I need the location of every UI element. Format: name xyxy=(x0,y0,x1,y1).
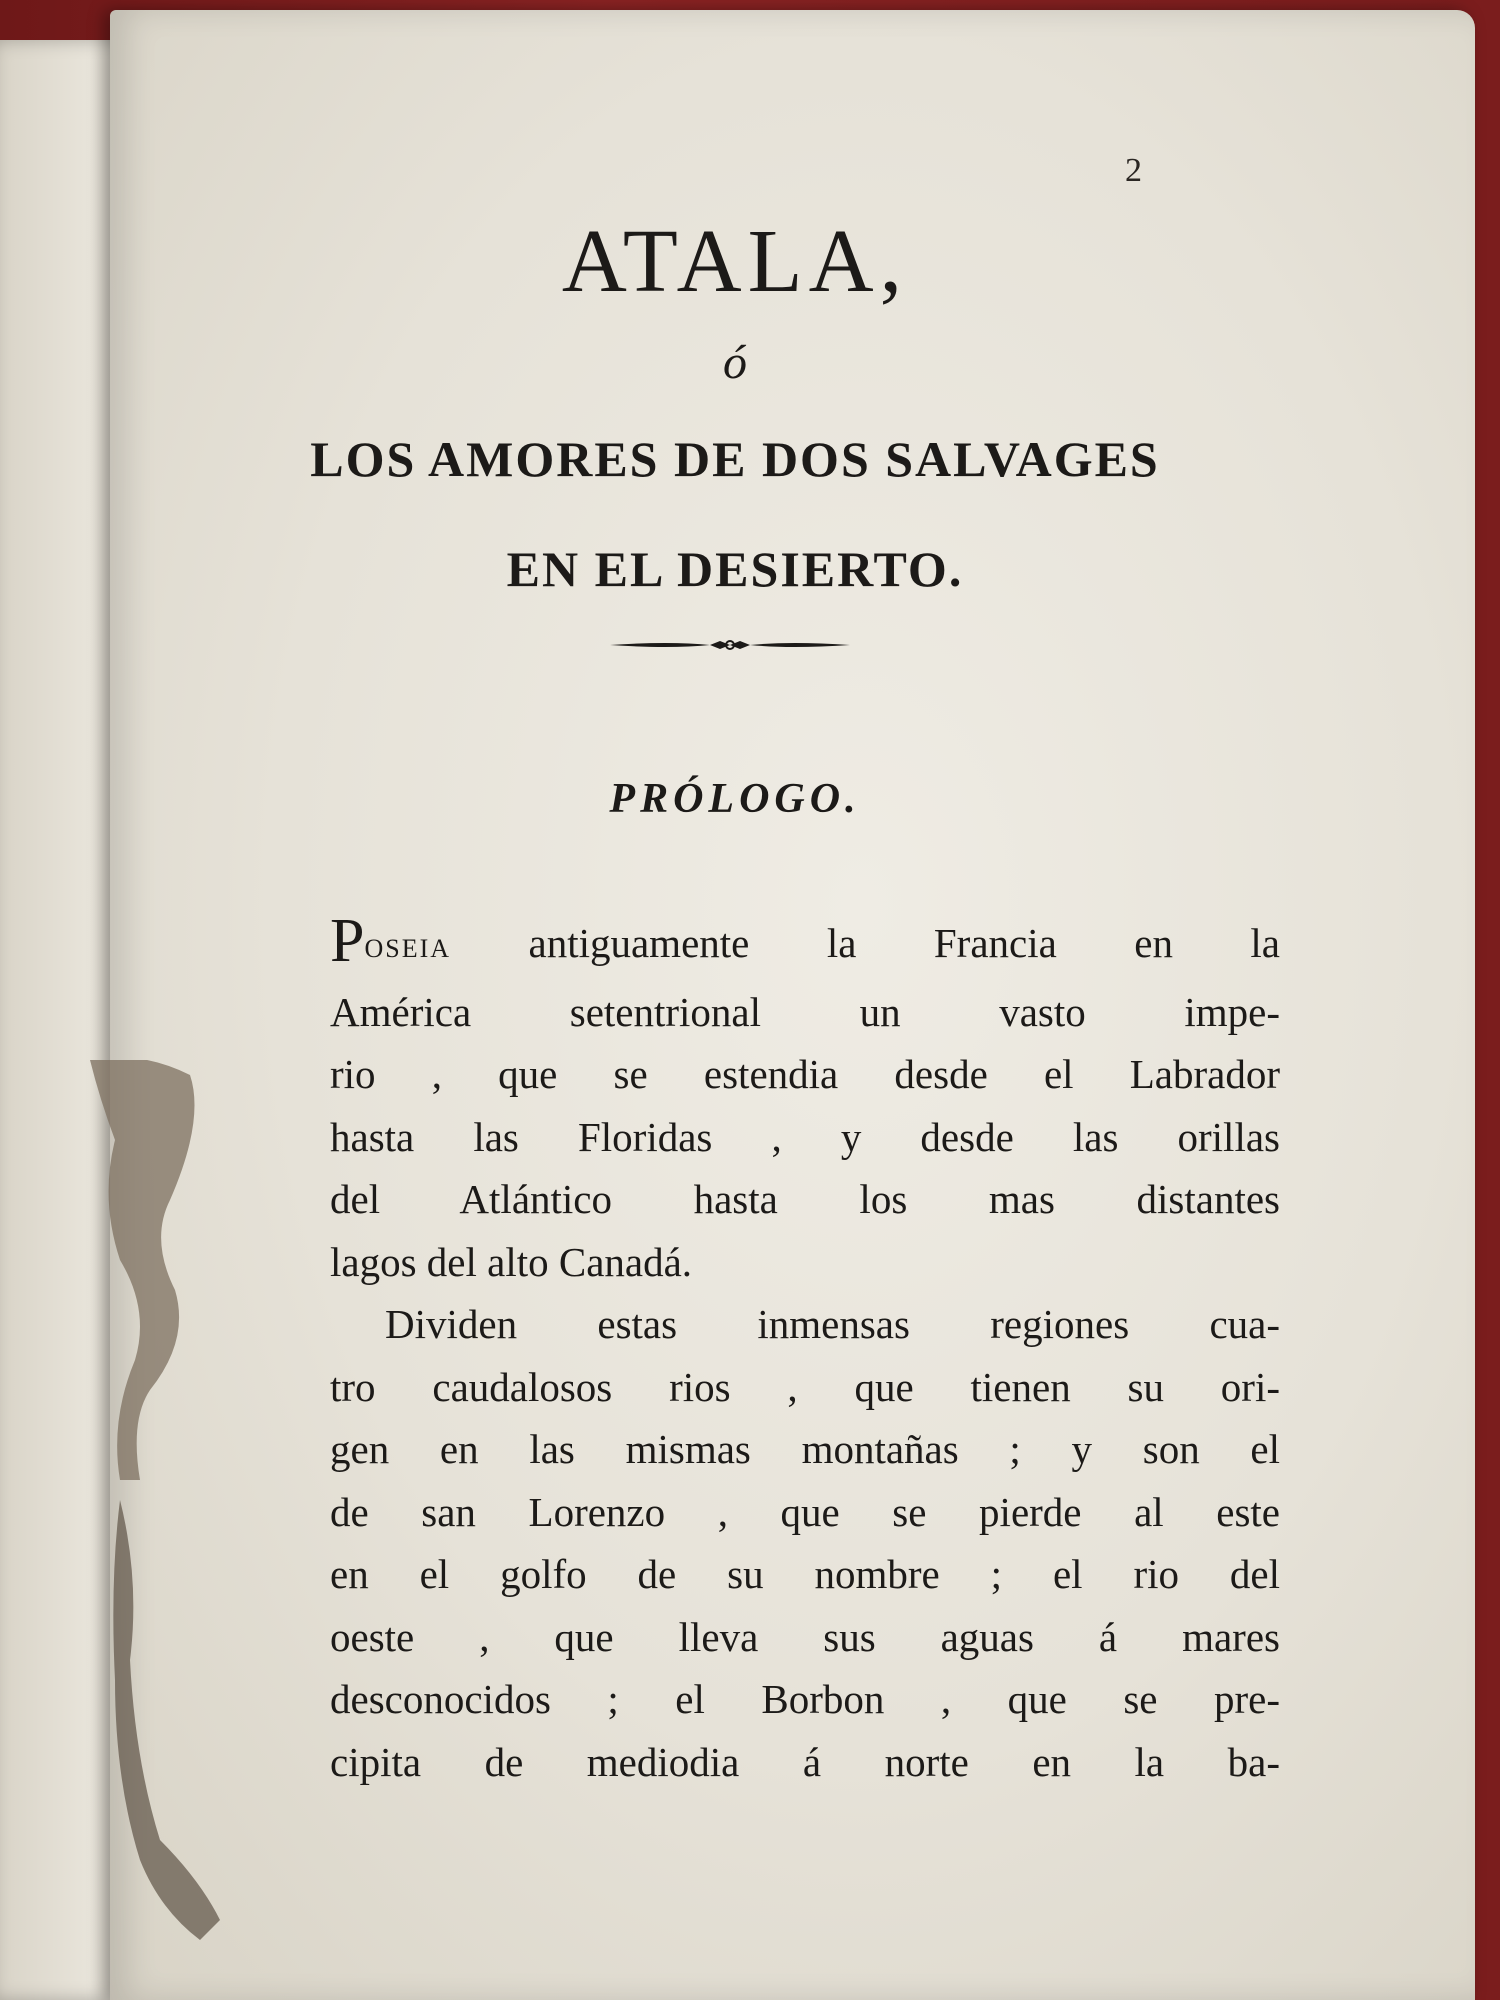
torn-paper-fragments xyxy=(80,1060,220,2000)
book-title: ATALA, xyxy=(561,212,909,311)
body-line: gen en las mismas montañas ; y son el xyxy=(330,1426,1280,1472)
subtitle-line-2: EN EL DESIERTO. xyxy=(506,541,964,597)
ornament-rule xyxy=(610,635,850,655)
subtitle-line-1: LOS AMORES DE DOS SALVAGES xyxy=(310,431,1160,487)
body-line: América setentrional un vasto impe- xyxy=(330,988,1280,1035)
body-line: cipita de mediodia á norte en la ba- xyxy=(330,1738,1280,1785)
small-caps: OSEIA xyxy=(364,934,452,963)
body-line: en el golfo de su nombre ; el rio del xyxy=(330,1551,1280,1597)
page-number: 2 xyxy=(1125,152,1142,189)
body-line: de san Lorenzo , que se pierde al este xyxy=(330,1488,1280,1535)
body-line: Dividen estas inmensas regiones cua- xyxy=(385,1301,1280,1347)
drop-cap: P xyxy=(330,907,365,975)
body-line: lagos del alto Canadá. xyxy=(330,1238,693,1285)
body-line: tro caudalosos rios , que tienen su ori- xyxy=(330,1363,1280,1410)
body-line: desconocidos ; el Borbon , que se pre- xyxy=(330,1676,1280,1722)
body-line: rio , que se estendia desde el Labrador xyxy=(330,1051,1280,1097)
book-page xyxy=(110,10,1475,2000)
body-text xyxy=(330,907,1280,1793)
title-conjunction: ó xyxy=(723,336,747,389)
body-line: POSEIA antiguamente la Francia en la xyxy=(330,907,1280,975)
body-line: oeste , que lleva sus aguas á mares xyxy=(330,1613,1280,1660)
body-line: del Atlántico hasta los mas distantes xyxy=(330,1176,1280,1222)
body-line: hasta las Floridas , y desde las orillas xyxy=(330,1113,1280,1160)
section-heading: PRÓLOGO. xyxy=(609,776,861,822)
